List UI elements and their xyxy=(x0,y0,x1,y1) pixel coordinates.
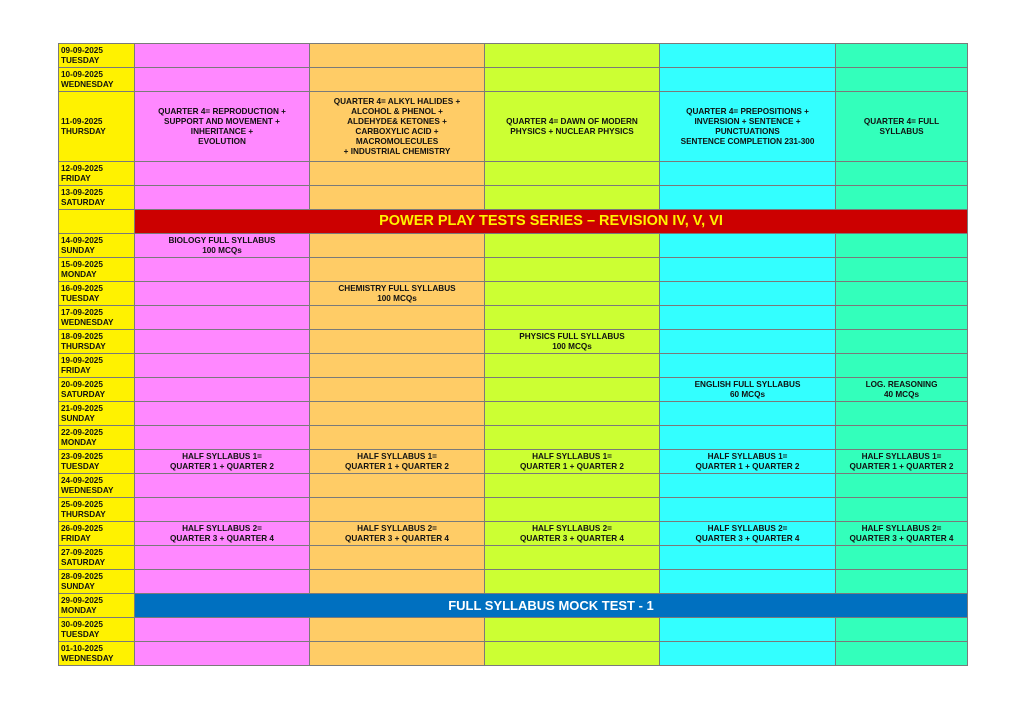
subject-cell xyxy=(135,44,310,68)
date-text: 12-09-2025 xyxy=(61,163,103,173)
subject-cell xyxy=(135,68,310,92)
subject-cell xyxy=(485,162,660,186)
subject-cell: HALF SYLLABUS 1= QUARTER 1 + QUARTER 2 xyxy=(836,450,968,474)
date-cell xyxy=(59,618,135,642)
subject-cell: QUARTER 4= DAWN OF MODERN PHYSICS + NUCLEAR PHYSICS xyxy=(485,92,660,162)
subject-cell: HALF SYLLABUS 2= QUARTER 3 + QUARTER 4 xyxy=(310,522,485,546)
schedule-row xyxy=(59,186,968,210)
subject-cell xyxy=(836,282,968,306)
schedule-row xyxy=(59,546,968,570)
date-cell xyxy=(59,92,135,162)
subject-cell xyxy=(310,402,485,426)
schedule-body xyxy=(59,44,968,666)
mock-test-banner: FULL SYLLABUS MOCK TEST - 1 xyxy=(135,594,968,618)
weekday-text: WEDNESDAY xyxy=(61,317,114,327)
date-cell xyxy=(59,498,135,522)
weekday-text: SUNDAY xyxy=(61,245,95,255)
subject-cell xyxy=(135,426,310,450)
subject-cell: CHEMISTRY FULL SYLLABUS 100 MCQs xyxy=(310,282,485,306)
subject-cell xyxy=(135,162,310,186)
schedule-row xyxy=(59,426,968,450)
subject-cell xyxy=(485,68,660,92)
date-text: 25-09-2025 xyxy=(61,499,103,509)
subject-cell: ENGLISH FULL SYLLABUS 60 MCQs xyxy=(660,378,836,402)
subject-cell xyxy=(485,44,660,68)
date-cell xyxy=(59,402,135,426)
date-text: 19-09-2025 xyxy=(61,355,103,365)
date-text: 22-09-2025 xyxy=(61,427,103,437)
subject-cell xyxy=(660,234,836,258)
subject-cell xyxy=(836,68,968,92)
schedule-row xyxy=(59,354,968,378)
subject-cell xyxy=(485,234,660,258)
weekday-text: THURSDAY xyxy=(61,341,106,351)
subject-cell: HALF SYLLABUS 1= QUARTER 1 + QUARTER 2 xyxy=(310,450,485,474)
weekday-text: FRIDAY xyxy=(61,533,91,543)
date-text: 18-09-2025 xyxy=(61,331,103,341)
weekday-text: SUNDAY xyxy=(61,581,95,591)
schedule-row xyxy=(59,330,968,354)
weekday-text: TUESDAY xyxy=(61,629,100,639)
subject-cell xyxy=(836,570,968,594)
subject-cell xyxy=(836,426,968,450)
subject-cell: HALF SYLLABUS 2= QUARTER 3 + QUARTER 4 xyxy=(485,522,660,546)
date-cell xyxy=(59,186,135,210)
test-schedule-table xyxy=(58,43,968,666)
subject-cell xyxy=(310,234,485,258)
subject-cell xyxy=(485,570,660,594)
subject-cell xyxy=(836,546,968,570)
subject-cell xyxy=(310,642,485,666)
date-cell xyxy=(59,162,135,186)
subject-cell: HALF SYLLABUS 2= QUARTER 3 + QUARTER 4 xyxy=(660,522,836,546)
subject-cell xyxy=(135,378,310,402)
date-text: 28-09-2025 xyxy=(61,571,103,581)
subject-cell xyxy=(310,258,485,282)
date-cell xyxy=(59,354,135,378)
schedule-row xyxy=(59,306,968,330)
weekday-text: WEDNESDAY xyxy=(61,79,114,89)
subject-cell: HALF SYLLABUS 2= QUARTER 3 + QUARTER 4 xyxy=(836,522,968,546)
weekday-text: TUESDAY xyxy=(61,461,100,471)
date-cell xyxy=(59,546,135,570)
subject-cell xyxy=(836,354,968,378)
subject-cell xyxy=(660,282,836,306)
date-cell xyxy=(59,426,135,450)
subject-cell xyxy=(310,44,485,68)
weekday-text: WEDNESDAY xyxy=(61,485,114,495)
date-text: 20-09-2025 xyxy=(61,379,103,389)
subject-cell xyxy=(310,618,485,642)
date-text: 27-09-2025 xyxy=(61,547,103,557)
date-cell xyxy=(59,570,135,594)
subject-cell xyxy=(485,618,660,642)
subject-cell xyxy=(836,258,968,282)
schedule-row xyxy=(59,642,968,666)
weekday-text: TUESDAY xyxy=(61,293,100,303)
date-cell xyxy=(59,378,135,402)
subject-cell xyxy=(836,330,968,354)
subject-cell xyxy=(660,330,836,354)
subject-cell: QUARTER 4= PREPOSITIONS + INVERSION + SENTENCE + PUNCTUATIONS SENTENCE COMPLETION 231-300 xyxy=(660,92,836,162)
subject-cell xyxy=(485,498,660,522)
weekday-text: SATURDAY xyxy=(61,197,106,207)
date-text: 13-09-2025 xyxy=(61,187,103,197)
schedule-row xyxy=(59,234,968,258)
date-text: 14-09-2025 xyxy=(61,235,103,245)
date-text: 11-09-2025 xyxy=(61,116,103,126)
date-cell xyxy=(59,522,135,546)
schedule-row xyxy=(59,44,968,68)
subject-cell: BIOLOGY FULL SYLLABUS 100 MCQs xyxy=(135,234,310,258)
subject-cell xyxy=(836,186,968,210)
date-text: 23-09-2025 xyxy=(61,451,103,461)
weekday-text: SATURDAY xyxy=(61,557,106,567)
subject-cell xyxy=(135,330,310,354)
schedule-row xyxy=(59,282,968,306)
subject-cell xyxy=(485,258,660,282)
subject-cell xyxy=(660,402,836,426)
subject-cell xyxy=(660,618,836,642)
subject-cell xyxy=(310,546,485,570)
subject-cell xyxy=(485,378,660,402)
subject-cell: HALF SYLLABUS 1= QUARTER 1 + QUARTER 2 xyxy=(485,450,660,474)
date-text: 30-09-2025 xyxy=(61,619,103,629)
date-text: 21-09-2025 xyxy=(61,403,103,413)
subject-cell xyxy=(485,642,660,666)
subject-cell xyxy=(310,354,485,378)
subject-cell xyxy=(836,162,968,186)
subject-cell xyxy=(135,474,310,498)
schedule-row xyxy=(59,162,968,186)
schedule-row xyxy=(59,618,968,642)
schedule-row xyxy=(59,450,968,474)
weekday-text: FRIDAY xyxy=(61,365,91,375)
schedule-row xyxy=(59,68,968,92)
date-text: 17-09-2025 xyxy=(61,307,103,317)
subject-cell xyxy=(485,186,660,210)
subject-cell xyxy=(485,546,660,570)
schedule-row xyxy=(59,474,968,498)
subject-cell xyxy=(660,498,836,522)
date-text: 26-09-2025 xyxy=(61,523,103,533)
subject-cell xyxy=(660,426,836,450)
weekday-text: MONDAY xyxy=(61,269,97,279)
subject-cell: PHYSICS FULL SYLLABUS 100 MCQs xyxy=(485,330,660,354)
schedule-row xyxy=(59,570,968,594)
subject-cell: QUARTER 4= FULL SYLLABUS xyxy=(836,92,968,162)
date-cell xyxy=(59,234,135,258)
subject-cell: HALF SYLLABUS 1= QUARTER 1 + QUARTER 2 xyxy=(660,450,836,474)
subject-cell: LOG. REASONING 40 MCQs xyxy=(836,378,968,402)
weekday-text: SATURDAY xyxy=(61,389,106,399)
subject-cell xyxy=(836,474,968,498)
subject-cell: HALF SYLLABUS 2= QUARTER 3 + QUARTER 4 xyxy=(135,522,310,546)
schedule-row xyxy=(59,594,968,618)
subject-cell xyxy=(310,498,485,522)
subject-cell xyxy=(135,498,310,522)
subject-cell xyxy=(660,162,836,186)
weekday-text: TUESDAY xyxy=(61,55,100,65)
date-cell xyxy=(59,68,135,92)
weekday-text: THURSDAY xyxy=(61,509,106,519)
date-text: 24-09-2025 xyxy=(61,475,103,485)
weekday-text: THURSDAY xyxy=(61,126,106,136)
subject-cell xyxy=(485,354,660,378)
subject-cell xyxy=(310,68,485,92)
date-text: 01-10-2025 xyxy=(61,643,103,653)
date-text: 29-09-2025 xyxy=(61,595,103,605)
subject-cell xyxy=(135,642,310,666)
subject-cell xyxy=(660,306,836,330)
subject-cell xyxy=(310,330,485,354)
subject-cell xyxy=(135,282,310,306)
subject-cell xyxy=(485,402,660,426)
schedule-row xyxy=(59,498,968,522)
subject-cell xyxy=(836,618,968,642)
date-cell xyxy=(59,330,135,354)
date-text: 09-09-2025 xyxy=(61,45,103,55)
date-cell xyxy=(59,258,135,282)
schedule-row xyxy=(59,378,968,402)
subject-cell xyxy=(660,354,836,378)
subject-cell xyxy=(660,44,836,68)
subject-cell xyxy=(485,306,660,330)
subject-cell: QUARTER 4= REPRODUCTION + SUPPORT AND MOVEMENT + INHERITANCE + EVOLUTION xyxy=(135,92,310,162)
subject-cell xyxy=(660,642,836,666)
subject-cell: HALF SYLLABUS 1= QUARTER 1 + QUARTER 2 xyxy=(135,450,310,474)
subject-cell xyxy=(836,498,968,522)
weekday-text: FRIDAY xyxy=(61,173,91,183)
subject-cell xyxy=(135,402,310,426)
date-cell xyxy=(59,210,135,234)
revision-series-banner: POWER PLAY TESTS SERIES – REVISION IV, V, VI xyxy=(135,210,968,234)
banner-row xyxy=(59,210,968,234)
subject-cell xyxy=(135,186,310,210)
subject-cell xyxy=(836,642,968,666)
subject-cell xyxy=(660,186,836,210)
subject-cell xyxy=(485,282,660,306)
date-cell xyxy=(59,44,135,68)
date-cell xyxy=(59,306,135,330)
subject-cell xyxy=(836,402,968,426)
schedule-row xyxy=(59,258,968,282)
subject-cell xyxy=(310,378,485,402)
subject-cell xyxy=(310,186,485,210)
date-cell xyxy=(59,282,135,306)
subject-cell xyxy=(135,546,310,570)
subject-cell: QUARTER 4= ALKYL HALIDES + ALCOHOL & PHENOL + ALDEHYDE& KETONES + CARBOXYLIC ACID + MACROMOLECULES + INDUSTRIAL CHEMISTRY xyxy=(310,92,485,162)
subject-cell xyxy=(135,258,310,282)
schedule-row xyxy=(59,522,968,546)
subject-cell xyxy=(660,474,836,498)
subject-cell xyxy=(836,234,968,258)
weekday-text: SUNDAY xyxy=(61,413,95,423)
weekday-text: MONDAY xyxy=(61,605,97,615)
weekday-text: WEDNESDAY xyxy=(61,653,114,663)
subject-cell xyxy=(485,426,660,450)
subject-cell xyxy=(135,306,310,330)
subject-cell xyxy=(310,570,485,594)
subject-cell xyxy=(660,68,836,92)
subject-cell xyxy=(310,474,485,498)
schedule-row xyxy=(59,402,968,426)
subject-cell xyxy=(135,618,310,642)
subject-cell xyxy=(836,44,968,68)
date-cell xyxy=(59,474,135,498)
subject-cell xyxy=(485,474,660,498)
subject-cell xyxy=(660,546,836,570)
date-text: 16-09-2025 xyxy=(61,283,103,293)
subject-cell xyxy=(310,426,485,450)
subject-cell xyxy=(310,162,485,186)
date-cell xyxy=(59,642,135,666)
subject-cell xyxy=(135,570,310,594)
subject-cell xyxy=(660,258,836,282)
schedule-row xyxy=(59,92,968,162)
date-text: 15-09-2025 xyxy=(61,259,103,269)
date-cell xyxy=(59,450,135,474)
date-cell xyxy=(59,594,135,618)
weekday-text: MONDAY xyxy=(61,437,97,447)
subject-cell xyxy=(836,306,968,330)
subject-cell xyxy=(310,306,485,330)
date-text: 10-09-2025 xyxy=(61,69,103,79)
subject-cell xyxy=(660,570,836,594)
subject-cell xyxy=(135,354,310,378)
